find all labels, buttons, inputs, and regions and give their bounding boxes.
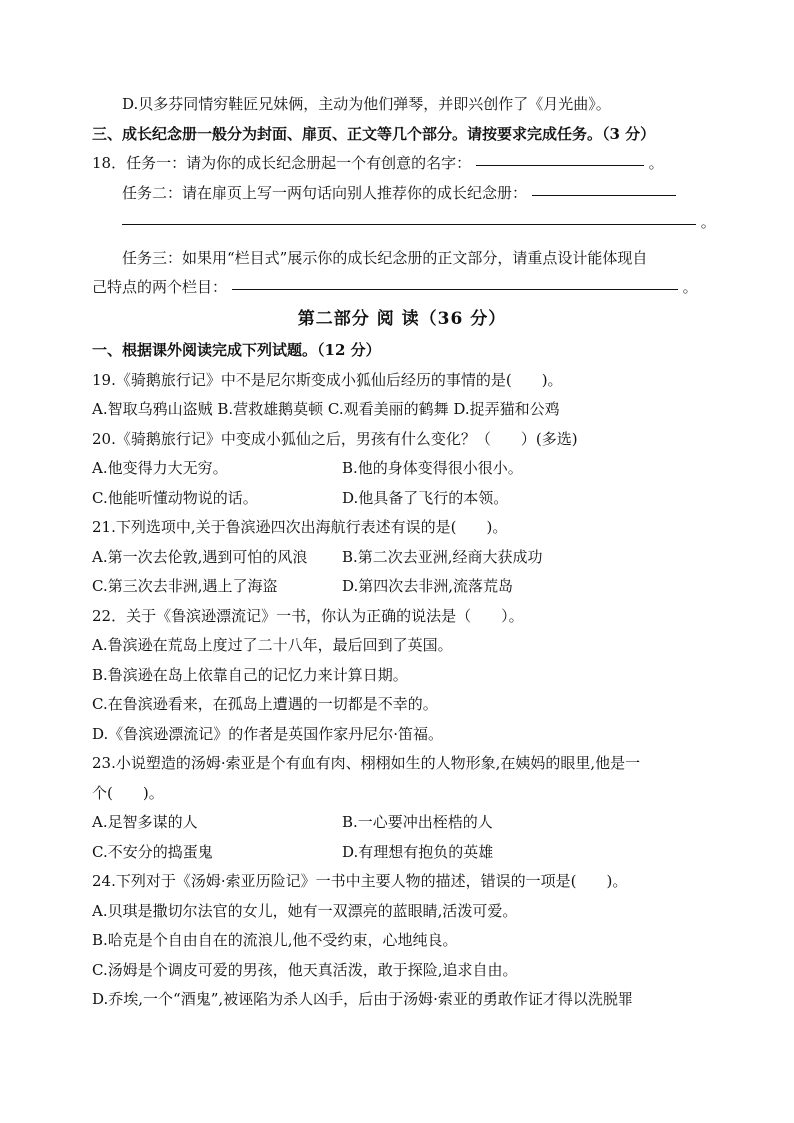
q18-task2 bbox=[92, 179, 712, 209]
q20-option-d: D.他具备了飞行的本领。 bbox=[342, 488, 509, 507]
q20-options-row2 bbox=[92, 484, 712, 514]
q23-option-b: B.一心要冲出桎梏的人 bbox=[342, 813, 493, 831]
q23-options-row1 bbox=[92, 808, 712, 838]
q18-task1-period: 。 bbox=[648, 154, 664, 172]
section1-title: 一、根据课外阅读完成下列试题。（12 分） bbox=[92, 341, 381, 359]
q24-option-c: C.汤姆是个调皮可爱的男孩，他天真活泼，敢于探险,追求自由。 bbox=[92, 960, 518, 979]
q23-options-row2 bbox=[92, 838, 712, 868]
q23-stem-line1: 23.小说塑造的汤姆·索亚是个有血有肉、栩栩如生的人物形象,在姨妈的眼里,他是一 bbox=[92, 754, 641, 772]
q23-stem-line2: 个( )。 bbox=[92, 783, 164, 802]
q18-task2-answer-blank-1[interactable] bbox=[532, 194, 676, 196]
q18-task1-answer-blank[interactable] bbox=[476, 164, 644, 166]
q22-option-a: A.鲁滨逊在荒岛上度过了二十八年，最后回到了英国。 bbox=[92, 636, 453, 654]
q18-task2-answer-blank-2[interactable] bbox=[122, 223, 696, 225]
q22-stem: 22．关于《鲁滨逊漂流记》一书，你认为正确的说法是（ ）。 bbox=[92, 606, 524, 625]
part2-title: 第二部分 阅 读（36 分） bbox=[297, 308, 507, 329]
exam-page bbox=[92, 90, 716, 1015]
q21-option-b: B.第二次去亚洲,经商大获成功 bbox=[342, 547, 543, 566]
q24-option-b: B.哈克是个自由自在的流浪儿,他不受约束，心地纯良。 bbox=[92, 931, 458, 949]
q20-option-a: A.他变得力大无穷。 bbox=[92, 459, 228, 477]
q18-task2-period: 。 bbox=[700, 213, 716, 231]
q21-options-row1 bbox=[92, 543, 712, 573]
q18-task1-text: 18．任务一：请为你的成长纪念册起一个有创意的名字： bbox=[92, 154, 472, 172]
q19-stem: 19.《骑鹅旅行记》中不是尼尔斯变成小狐仙后经历的事情的是( )。 bbox=[92, 370, 563, 389]
q21-option-a: A.第一次去伦敦,遇到可怕的风浪 bbox=[92, 547, 308, 566]
q18-task1 bbox=[92, 149, 712, 179]
q18-task3-line1: 任务三：如果用“栏目式”展示你的成长纪念册的正文部分，请重点设计能体现自 bbox=[122, 248, 648, 267]
q24-option-d: D.乔埃,一个“酒鬼”,被诬陷为杀人凶手，后由于汤姆·索亚的勇敢作证才得以洗脱罪 bbox=[92, 990, 633, 1008]
q21-options-row2 bbox=[92, 572, 712, 602]
q21-option-d: D.第四次去非洲,流落荒岛 bbox=[342, 577, 514, 595]
q20-option-b: B.他的身体变得很小很小。 bbox=[342, 459, 523, 477]
q18-task2-continued bbox=[92, 208, 716, 238]
q22-option-d: D.《鲁滨逊漂流记》的作者是英国作家丹尼尔·笛福。 bbox=[92, 724, 444, 743]
q20-option-c: C.他能听懂动物说的话。 bbox=[92, 488, 258, 507]
q19-options: A.智取乌鸦山盗贼 B.营救雄鹅莫顿 C.观看美丽的鹤舞 D.捉弄猫和公鸡 bbox=[92, 400, 560, 418]
q24-stem: 24.下列对于《汤姆·索亚历险记》一书中主要人物的描述，错误的一项是( )。 bbox=[92, 872, 628, 890]
q23-option-d: D.有理想有抱负的英雄 bbox=[342, 842, 494, 861]
q21-stem: 21.下列选项中,关于鲁滨逊四次出海航行表述有误的是( )。 bbox=[92, 518, 508, 536]
q24-option-a: A.贝琪是撒切尔法官的女儿，她有一双漂亮的蓝眼睛,活泼可爱。 bbox=[92, 901, 518, 920]
q18-task3-period: 。 bbox=[682, 278, 698, 296]
q23-option-c: C.不安分的捣蛋鬼 bbox=[92, 842, 213, 861]
q20-options-row1 bbox=[92, 454, 712, 484]
q23-option-a: A.足智多谋的人 bbox=[92, 813, 198, 831]
q21-option-c: C.第三次去非洲,遇上了海盗 bbox=[92, 577, 278, 595]
q18-task3-answer-blank[interactable] bbox=[232, 288, 678, 290]
q22-option-c: C.在鲁滨逊看来，在孤岛上遭遇的一切都是不幸的。 bbox=[92, 695, 438, 713]
q18-task3-text: 己特点的两个栏目： bbox=[92, 278, 228, 296]
section3-title: 三、成长纪念册一般分为封面、扉页、正文等几个部分。请按要求完成任务。（3 分） bbox=[92, 124, 656, 143]
q17-option-d: D.贝多芬同情穷鞋匠兄妹俩，主动为他们弹琴，并即兴创作了《月光曲》。 bbox=[122, 95, 611, 113]
q20-stem: 20.《骑鹅旅行记》中变成小狐仙之后，男孩有什么变化？（ ）(多选) bbox=[92, 429, 578, 448]
q18-task3-line2 bbox=[92, 273, 712, 303]
q22-option-b: B.鲁滨逊在岛上依靠自己的记忆力来计算日期。 bbox=[92, 665, 408, 684]
q18-task2-text: 任务二：请在扉页上写一两句话向别人推荐你的成长纪念册： bbox=[122, 183, 528, 202]
